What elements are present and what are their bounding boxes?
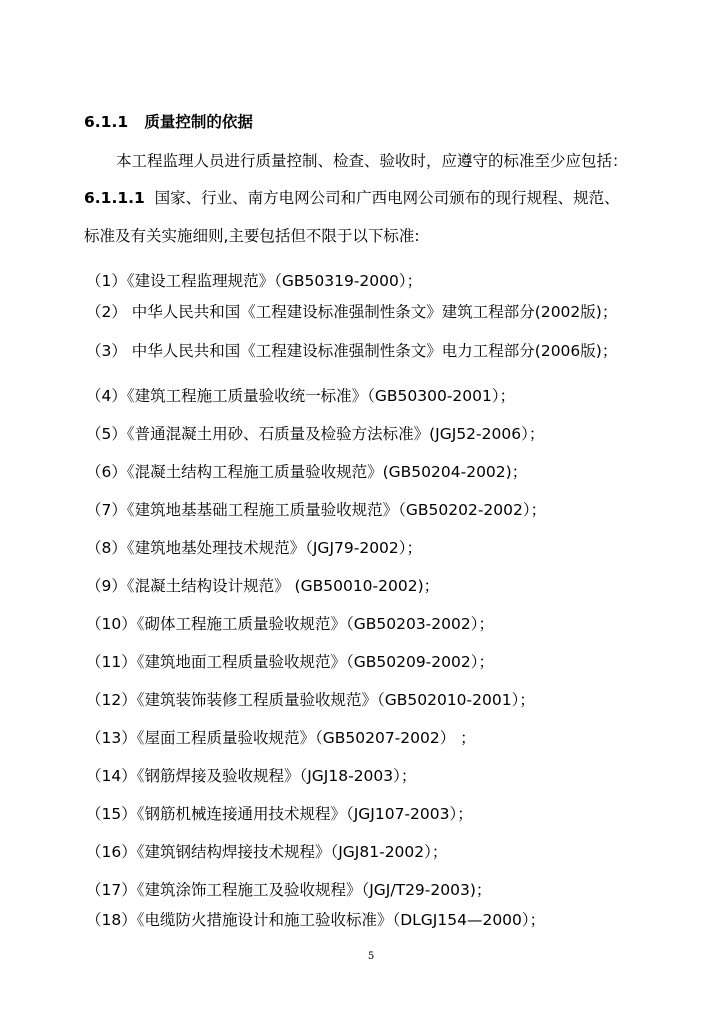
subsection-text-2: 标准及有关实施细则,主要包括但不限于以下标准: bbox=[84, 227, 420, 245]
standard-item-15: （15）《钢筋机械连接通用技术规程》（JGJ107-2003）； bbox=[86, 805, 473, 823]
standard-item-12: （12）《建筑装饰装修工程质量验收规范》（GB502010-2001）； bbox=[86, 691, 535, 709]
subsection-text-1: 国家、行业、南方电网公司和广西电网公司颁布的现行规程、规范、 bbox=[154, 189, 620, 207]
standard-item-3: （3） 中华人民共和国《工程建设标准强制性条文》电力工程部分(2006版)； bbox=[86, 342, 618, 360]
standard-item-17: （17）《建筑涂饰工程施工及验收规程》（JGJ/T29-2003)； bbox=[86, 881, 492, 899]
subsection-line-1 bbox=[84, 188, 620, 208]
intro-paragraph: 本工程监理人员进行质量控制、检查、验收时，应遵守的标准至少应包括： bbox=[116, 152, 628, 170]
subsection-number: 6.1.1.1 bbox=[84, 189, 145, 207]
section-number: 6.1.1 bbox=[84, 113, 129, 131]
standard-item-6: （6）《混凝土结构工程施工质量验收规范》(GB50204-2002)； bbox=[86, 463, 528, 481]
standard-item-1: （1）《建设工程监理规范》（GB50319-2000）； bbox=[86, 272, 423, 290]
section-heading bbox=[84, 112, 253, 132]
standard-item-5: （5）《普通混凝土用砂、石质量及检验方法标准》(JGJ52-2006）； bbox=[86, 425, 545, 443]
standard-item-7: （7）《建筑地基基础工程施工质量验收规范》（GB50202-2002）； bbox=[86, 501, 547, 519]
standard-item-4: （4）《建筑工程施工质量验收统一标准》（GB50300-2001）； bbox=[86, 387, 516, 405]
standard-item-13: （13）《屋面工程质量验收规范》（GB50207-2002） ； bbox=[86, 729, 476, 747]
page-number: 5 bbox=[367, 951, 375, 962]
standard-item-11: （11）《建筑地面工程质量验收规范》（GB50209-2002）； bbox=[86, 653, 494, 671]
standard-item-2: （2） 中华人民共和国《工程建设标准强制性条文》建筑工程部分(2002版)； bbox=[86, 303, 618, 321]
standard-item-14: （14）《钢筋焊接及验收规程》（JGJ18-2003）； bbox=[86, 767, 417, 785]
standard-item-8: （8）《建筑地基处理技术规范》（JGJ79-2002）； bbox=[86, 539, 423, 557]
standard-item-16: （16）《建筑钢结构焊接技术规程》（JGJ81-2002）； bbox=[86, 843, 448, 861]
section-title: 质量控制的依据 bbox=[144, 113, 253, 131]
standard-item-18: （18）《电缆防火措施设计和施工验收标准》（DLGJ154—2000）； bbox=[86, 911, 546, 929]
standard-item-10: （10）《砌体工程施工质量验收规范》（GB50203-2002）； bbox=[86, 615, 494, 633]
standard-item-9: （9）《混凝土结构设计规范》 (GB50010-2002)； bbox=[86, 577, 440, 595]
